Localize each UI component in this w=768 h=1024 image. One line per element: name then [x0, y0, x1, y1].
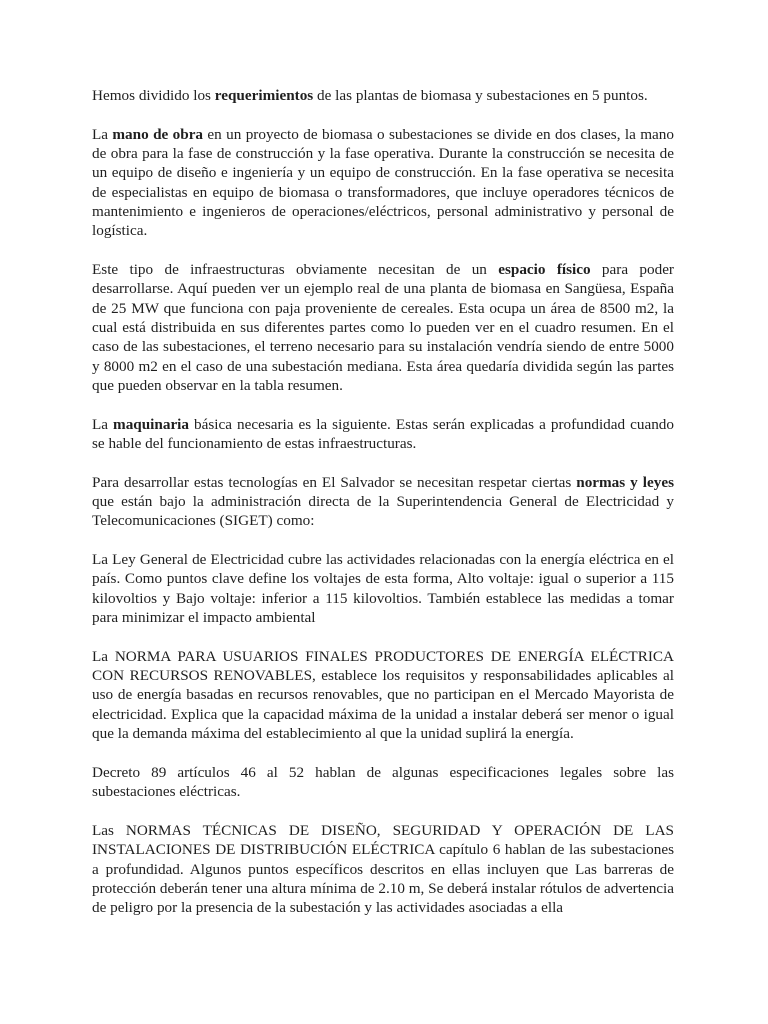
paragraph-decreto-89: Decreto 89 artículos 46 al 52 hablan de algunas especificaciones legales sobre las subestaciones eléctricas.: [92, 763, 674, 801]
paragraph-text: en un proyecto de biomasa o subestaciones se divide en dos clases, la mano de obra para la fase de construcción y la fase operativa. Durante la construcción se necesita de un equipo de diseño e ingeniería y un equipo de construcción. En la fase operativa se necesita de especialistas en equipo de biomasa o transformadores, que incluye operadores técnicos de mantenimiento e ingenieros de operaciones/eléctricos, personal administrativo y personal de logística.: [92, 125, 674, 240]
paragraph-text: Hemos dividido los: [92, 87, 215, 104]
document-page: [92, 86, 674, 917]
paragraph-text: que están bajo la administración directa de la Superintendencia General de Electricidad y Telecomunicaciones (SIGET) como:: [92, 493, 674, 530]
paragraph-espacio-fisico: [92, 260, 674, 395]
paragraph-norma-usuarios-finales: La NORMA PARA USUARIOS FINALES PRODUCTORES DE ENERGÍA ELÉCTRICA CON RECURSOS RENOVABLES, establece los requisitos y responsabilidades aplicables al uso de energía basadas en recursos renovables, que no participan en el Mercado Mayorista de electricidad. Explica que la capacidad máxima de la unidad a instalar deberá ser menor o igual que la demanda máxima del establecimiento al que la unidad suplirá la energía.: [92, 647, 674, 743]
paragraph-intro: [92, 86, 674, 105]
paragraph-normas-tecnicas: Las NORMAS TÉCNICAS DE DISEÑO, SEGURIDAD Y OPERACIÓN DE LAS INSTALACIONES DE DISTRIBUCIÓN ELÉCTRICA capítulo 6 hablan de las subestaciones a profundidad. Algunos puntos específicos descritos en ellas incluyen que Las barreras de protección deberán tener una altura mínima de 2.10 m, Se deberá instalar rótulos de advertencia de peligro por la presencia de la subestación y las actividades asociadas a ella: [92, 821, 674, 917]
paragraph-text: de las plantas de biomasa y subestaciones en 5 puntos.: [313, 87, 648, 104]
paragraph-text: básica necesaria es la siguiente. Estas serán explicadas a profundidad cuando se hable del funcionamiento de estas infraestructuras.: [92, 415, 674, 452]
paragraph-text: La: [92, 125, 113, 143]
paragraph-ley-general-electricidad: La Ley General de Electricidad cubre las actividades relacionadas con la energía eléctrica en el país. Como puntos clave define los voltajes de esta forma, Alto voltaje: igual o superior a 115 kilovoltios y Bajo voltaje: inferior a 115 kilovoltios. También establece las medidas a tomar para minimizar el impacto ambiental: [92, 551, 674, 627]
paragraph-mano-de-obra: [92, 125, 674, 241]
bold-keyword-mano-de-obra: mano de obra: [112, 125, 204, 143]
bold-keyword-requerimientos: requerimientos: [214, 87, 314, 104]
bold-keyword-maquinaria: maquinaria: [113, 415, 189, 433]
paragraph-text: para poder desarrollarse. Aquí pueden ver un ejemplo real de una planta de biomasa en Sangüesa, España de 25 MW que funciona con paja proveniente de cereales. Esta ocupa un área de 8500 m2, la cual está distribuida en sus diferentes partes como lo pueden ver en el cuadro resumen. En el caso de las subestaciones, el terreno necesario para su instalación vendría siendo de entre 5000 y 8000 m2 en el caso de una subestación mediana. Esta área quedaría dividida según las partes que pueden observar en la tabla resumen.: [92, 261, 674, 394]
paragraph-normas-y-leyes: [92, 473, 674, 531]
bold-keyword-espacio-fisico: espacio físico: [498, 261, 591, 279]
paragraph-text: La: [92, 415, 114, 433]
paragraph-maquinaria: [92, 415, 674, 454]
bold-keyword-normas-y-leyes: normas y leyes: [576, 473, 674, 491]
paragraph-text: Para desarrollar estas tecnologías en El Salvador se necesitan respetar ciertas: [92, 473, 577, 491]
paragraph-text: Este tipo de infraestructuras obviamente necesitan de un: [92, 261, 499, 279]
